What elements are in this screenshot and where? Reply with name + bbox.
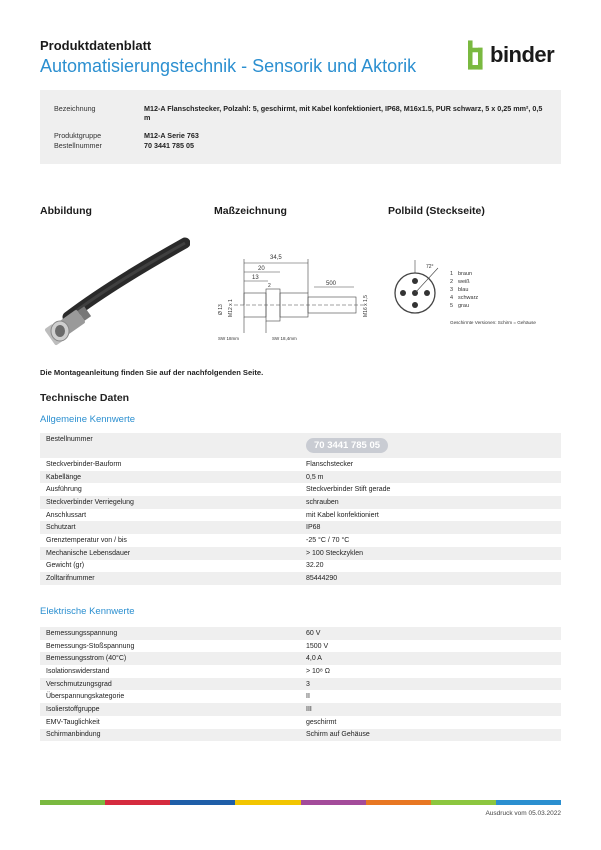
general-table (40, 433, 561, 585)
row-label: Kabellänge (46, 473, 82, 481)
produktgruppe-value: M12-A Serie 763 (144, 131, 199, 140)
bestellnummer-value: 70 3441 785 05 (144, 141, 194, 150)
footer-color-segment (105, 800, 170, 805)
table-row (40, 509, 561, 522)
table-row (40, 703, 561, 716)
table-row (40, 483, 561, 496)
dim-d1: Ø 13 (218, 304, 224, 315)
row-value: 32.20 (306, 562, 324, 570)
table-row (40, 665, 561, 678)
row-label: Schirmanbindung (46, 731, 101, 739)
dim-d3: M16 x 1,5 (363, 295, 369, 317)
row-label: Mechanische Lebensdauer (46, 549, 131, 557)
masszeichnung-heading: Maßzeichnung (214, 205, 287, 217)
dim-b: 13 (252, 275, 259, 281)
electrical-heading: Elektrische Kennwerte (40, 606, 135, 617)
table-row (40, 640, 561, 653)
row-value: III (306, 705, 312, 713)
dim-len: 500 (326, 281, 337, 287)
pin-1-number: 1 (450, 271, 454, 277)
product-image (40, 235, 190, 350)
abbildung-heading: Abbildung (40, 205, 92, 217)
tech-data-heading: Technische Daten (40, 392, 130, 404)
binder-logo (468, 40, 554, 70)
pin-2-color: weiß (458, 279, 470, 285)
pin-note: Geschirmte Versionen: Schirm = Gehäuse (450, 320, 536, 325)
row-value: 1500 V (306, 642, 329, 650)
footer-color-segment (301, 800, 366, 805)
row-value: Flanschstecker (306, 460, 354, 468)
row-value: mit Kabel konfektioniert (306, 511, 379, 519)
table-row (40, 652, 561, 665)
row-label: Steckverbinder Verriegelung (46, 498, 134, 506)
row-value: geschirmt (306, 718, 337, 726)
electrical-table (40, 627, 561, 741)
pin-layout-diagram (388, 258, 558, 338)
footer-color-segment (496, 800, 561, 805)
row-value: -25 °C / 70 °C (306, 536, 350, 544)
pin-4-color: schwarz (458, 295, 479, 301)
general-heading: Allgemeine Kennwerte (40, 414, 136, 425)
pin-3-color: blau (458, 287, 469, 293)
row-value: IP68 (306, 524, 321, 532)
dim-a: 20 (258, 266, 265, 272)
row-label: Bestellnummer (46, 436, 93, 443)
footer-color-bar (40, 800, 561, 805)
bezeichnung-label: Bezeichnung (54, 104, 96, 113)
dimension-drawing (214, 245, 374, 345)
row-value: II (306, 693, 310, 701)
row-label: EMV-Tauglichkeit (46, 718, 100, 726)
binder-logo-icon (468, 40, 488, 70)
page-title: Automatisierungstechnik - Sensorik und Aktorik (40, 56, 417, 76)
table-row (40, 496, 561, 509)
row-value: schrauben (306, 498, 339, 506)
row-label: Bemessungsspannung (46, 629, 118, 637)
row-label: Ausführung (46, 486, 82, 494)
dim-c: 2 (268, 283, 271, 289)
row-label: Schutzart (46, 524, 76, 532)
table-row (40, 678, 561, 691)
table-row (40, 433, 561, 458)
row-value: > 10⁸ Ω (306, 667, 330, 675)
table-row (40, 547, 561, 560)
pin-angle: 72° (426, 264, 434, 270)
print-date: Ausdruck vom 05.03.2022 (485, 810, 561, 817)
row-label: Bemessungs-Stoßspannung (46, 642, 135, 650)
table-row (40, 572, 561, 585)
table-row (40, 458, 561, 471)
row-value: > 100 Steckzyklen (306, 549, 364, 557)
table-row (40, 690, 561, 703)
row-value: 0,5 m (306, 473, 324, 481)
row-label: Isolierstoffgruppe (46, 705, 100, 713)
binder-logo-text: binder (490, 42, 555, 67)
row-label: Grenztemperatur von / bis (46, 536, 127, 544)
dim-total: 34,5 (270, 255, 282, 261)
table-row (40, 729, 561, 742)
pin-5-color: grau (458, 303, 470, 309)
pin-3-number: 3 (450, 287, 454, 293)
pin-1-color: braun (458, 271, 473, 277)
order-number-badge: 70 3441 785 05 (306, 438, 388, 453)
row-label: Isolationswiderstand (46, 667, 110, 675)
product-info-box (40, 90, 561, 164)
footer-color-segment (40, 800, 105, 805)
table-row (40, 560, 561, 573)
row-label: Bemessungsstrom (40°C) (46, 655, 127, 663)
row-value: 3 (306, 680, 310, 688)
row-label: Anschlussart (46, 511, 87, 519)
mounting-note: Die Montageanleitung finden Sie auf der nachfolgenden Seite. (40, 368, 264, 377)
row-value: 4,0 A (306, 655, 322, 663)
row-value: 85444290 (306, 575, 338, 583)
pin-4-number: 4 (450, 295, 454, 301)
table-row (40, 471, 561, 484)
polbild-heading: Polbild (Steckseite) (388, 205, 485, 217)
sw2-label: SW 18,4mm (272, 336, 297, 341)
sw1-label: SW 18mm (218, 336, 240, 341)
row-label: Gewicht (gr) (46, 562, 85, 570)
row-label: Zolltarifnummer (46, 575, 95, 583)
footer-color-segment (170, 800, 235, 805)
footer-color-segment (235, 800, 300, 805)
row-value: Steckverbinder Stift gerade (306, 486, 391, 494)
table-row (40, 534, 561, 547)
pin-5-number: 5 (450, 303, 454, 309)
table-row (40, 521, 561, 534)
produktgruppe-label: Produktgruppe (54, 131, 102, 140)
table-row (40, 716, 561, 729)
table-row (40, 627, 561, 640)
row-value: 60 V (306, 629, 321, 637)
footer-color-segment (431, 800, 496, 805)
row-value: Schirm auf Gehäuse (306, 731, 370, 739)
pin-2-number: 2 (450, 279, 454, 285)
doc-type: Produktdatenblatt (40, 38, 152, 53)
row-label: Steckverbinder-Bauform (46, 460, 122, 468)
bezeichnung-value: M12-A Flanschstecker, Polzahl: 5, geschirmt, mit Kabel konfektioniert, IP68, M16x1.5, PUR schwarz, 5 x 0,25 mm², 0,5 m (144, 104, 543, 122)
row-label: Verschmutzungsgrad (46, 680, 112, 688)
bestellnummer-label: Bestellnummer (54, 141, 102, 150)
row-label: Überspannungskategorie (46, 693, 125, 701)
footer-color-segment (366, 800, 431, 805)
dim-d2: M12 x 1 (228, 299, 234, 317)
